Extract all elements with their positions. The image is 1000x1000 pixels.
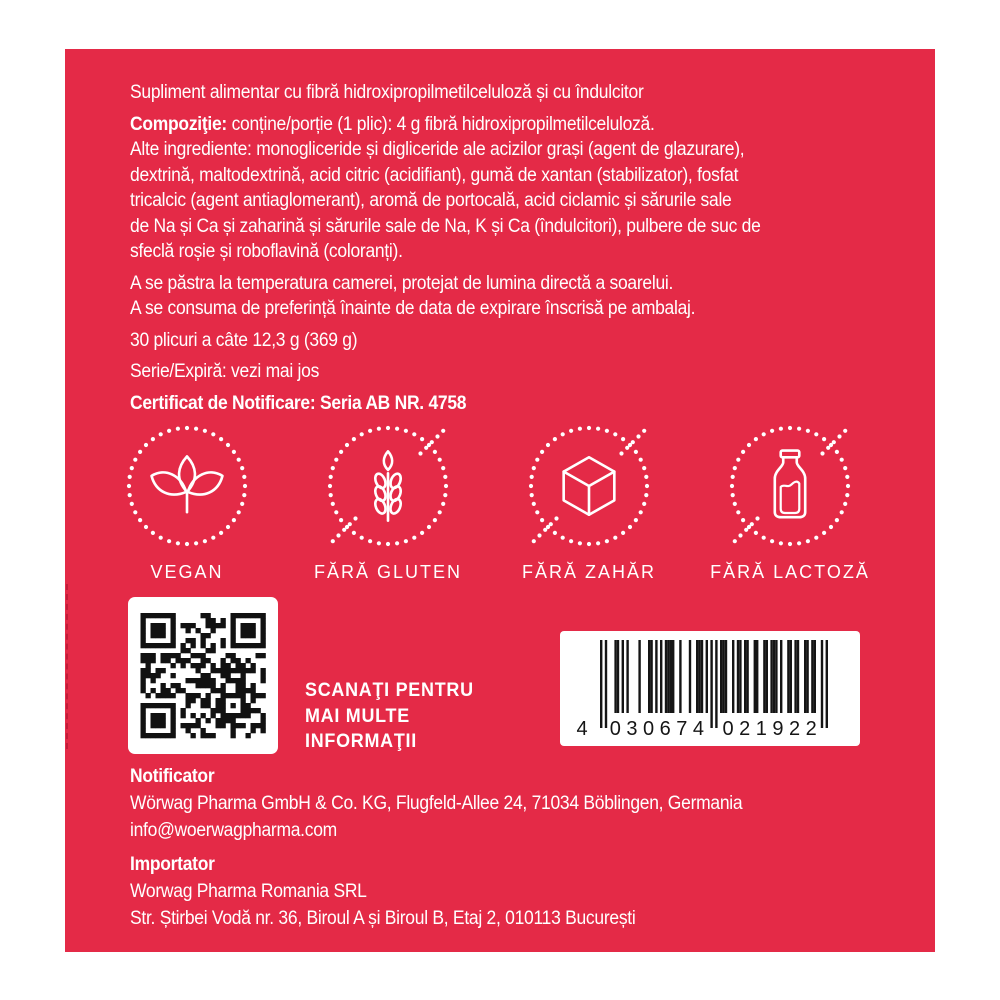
text-line: dextrină, maltodextrină, acid citric (acidifiant), gumă de xantan (stabilizator), fosfat (130, 164, 739, 186)
importer-address: Str. Știrbei Vodă nr. 36, Biroul A și Biroul B, Etaj 2, 010113 București (130, 908, 636, 929)
notifier-address: Wörwag Pharma GmbH & Co. KG, Flugfeld-Allee 24, 71034 Böblingen, Germania (130, 793, 743, 814)
composition-lead-line (130, 112, 761, 138)
notifier-email: info@woerwagpharma.com (130, 820, 337, 841)
label-text-block (130, 80, 761, 422)
product-label-panel (65, 49, 935, 952)
quantity-line: 30 plicuri a câte 12,3 g (369 g) (130, 329, 358, 351)
text-line: Alte ingrediente: monogliceride și digliceride ale acizilor grași (agent de glazurare), (130, 139, 745, 160)
badge-row (92, 401, 885, 583)
storage-line: A se păstra la temperatura camerei, protejat de lumina directă a soarelui. (130, 272, 674, 294)
wheat-icon (350, 448, 426, 524)
qr-caption-line: SCANAŢI PENTRU (305, 679, 474, 701)
badge-label: FĂRĂ GLUTEN (313, 562, 463, 582)
text-line: sfeclă roșie și roboflavină (coloranți). (130, 241, 403, 262)
svg-text:4: 4 (576, 718, 588, 740)
serial-line: Serie/Expiră: vezi mai jos (130, 361, 320, 382)
svg-text:030674: 030674 (609, 718, 710, 740)
sugar-cube-icon (551, 448, 627, 524)
storage-paragraph (130, 271, 761, 322)
flower-icon (149, 448, 225, 524)
badge-gluten-free (293, 401, 483, 583)
svg-text:021922: 021922 (722, 718, 823, 740)
qr-code (128, 597, 278, 754)
qr-caption-line: MAI MULTE (305, 704, 410, 727)
certificate-line: Certificat de Notificare: Seria AB NR. 4758 (130, 392, 467, 414)
qr-caption (305, 678, 474, 755)
milk-bottle-icon (752, 448, 828, 524)
importer-heading: Importator (130, 854, 215, 875)
badge-label: FĂRĂ LACTOZĂ (710, 562, 870, 582)
composition-heading: Compoziţie: (130, 113, 227, 135)
ean13-barcode (560, 631, 860, 746)
composition-paragraph (130, 112, 761, 265)
notifier-heading: Notificator (130, 766, 215, 787)
badge-vegan (92, 401, 282, 583)
product-description: Supliment alimentar cu fibră hidroxipropilmetilceluloză și cu îndulcitor (130, 82, 644, 103)
text-line: tricalcic (agent antiaglomerant), aromă de portocală, acid ciclamic și sărurile sale (130, 190, 732, 211)
storage-line: A se consuma de preferință înainte de data de expirare înscrisă pe ambalaj. (130, 298, 696, 319)
badge-sugar-free (494, 401, 684, 583)
badge-label: FĂRĂ ZAHĂR (521, 562, 656, 582)
package-crease-mark (66, 584, 68, 749)
badge-label: VEGAN (150, 562, 224, 582)
text-line: de Na și Ca și zaharină și sărurile sale de Na, K și Ca (îndulcitori), pulbere de suc de (130, 215, 761, 237)
composition-lead-text: conține/porție (1 plic): 4 g fibră hidroxipropilmetilceluloză. (226, 113, 655, 135)
qr-caption-line: INFORMAŢII (305, 730, 417, 752)
footer-block (130, 763, 742, 932)
badge-lactose-free (695, 401, 885, 583)
importer-name: Worwag Pharma Romania SRL (130, 881, 367, 902)
